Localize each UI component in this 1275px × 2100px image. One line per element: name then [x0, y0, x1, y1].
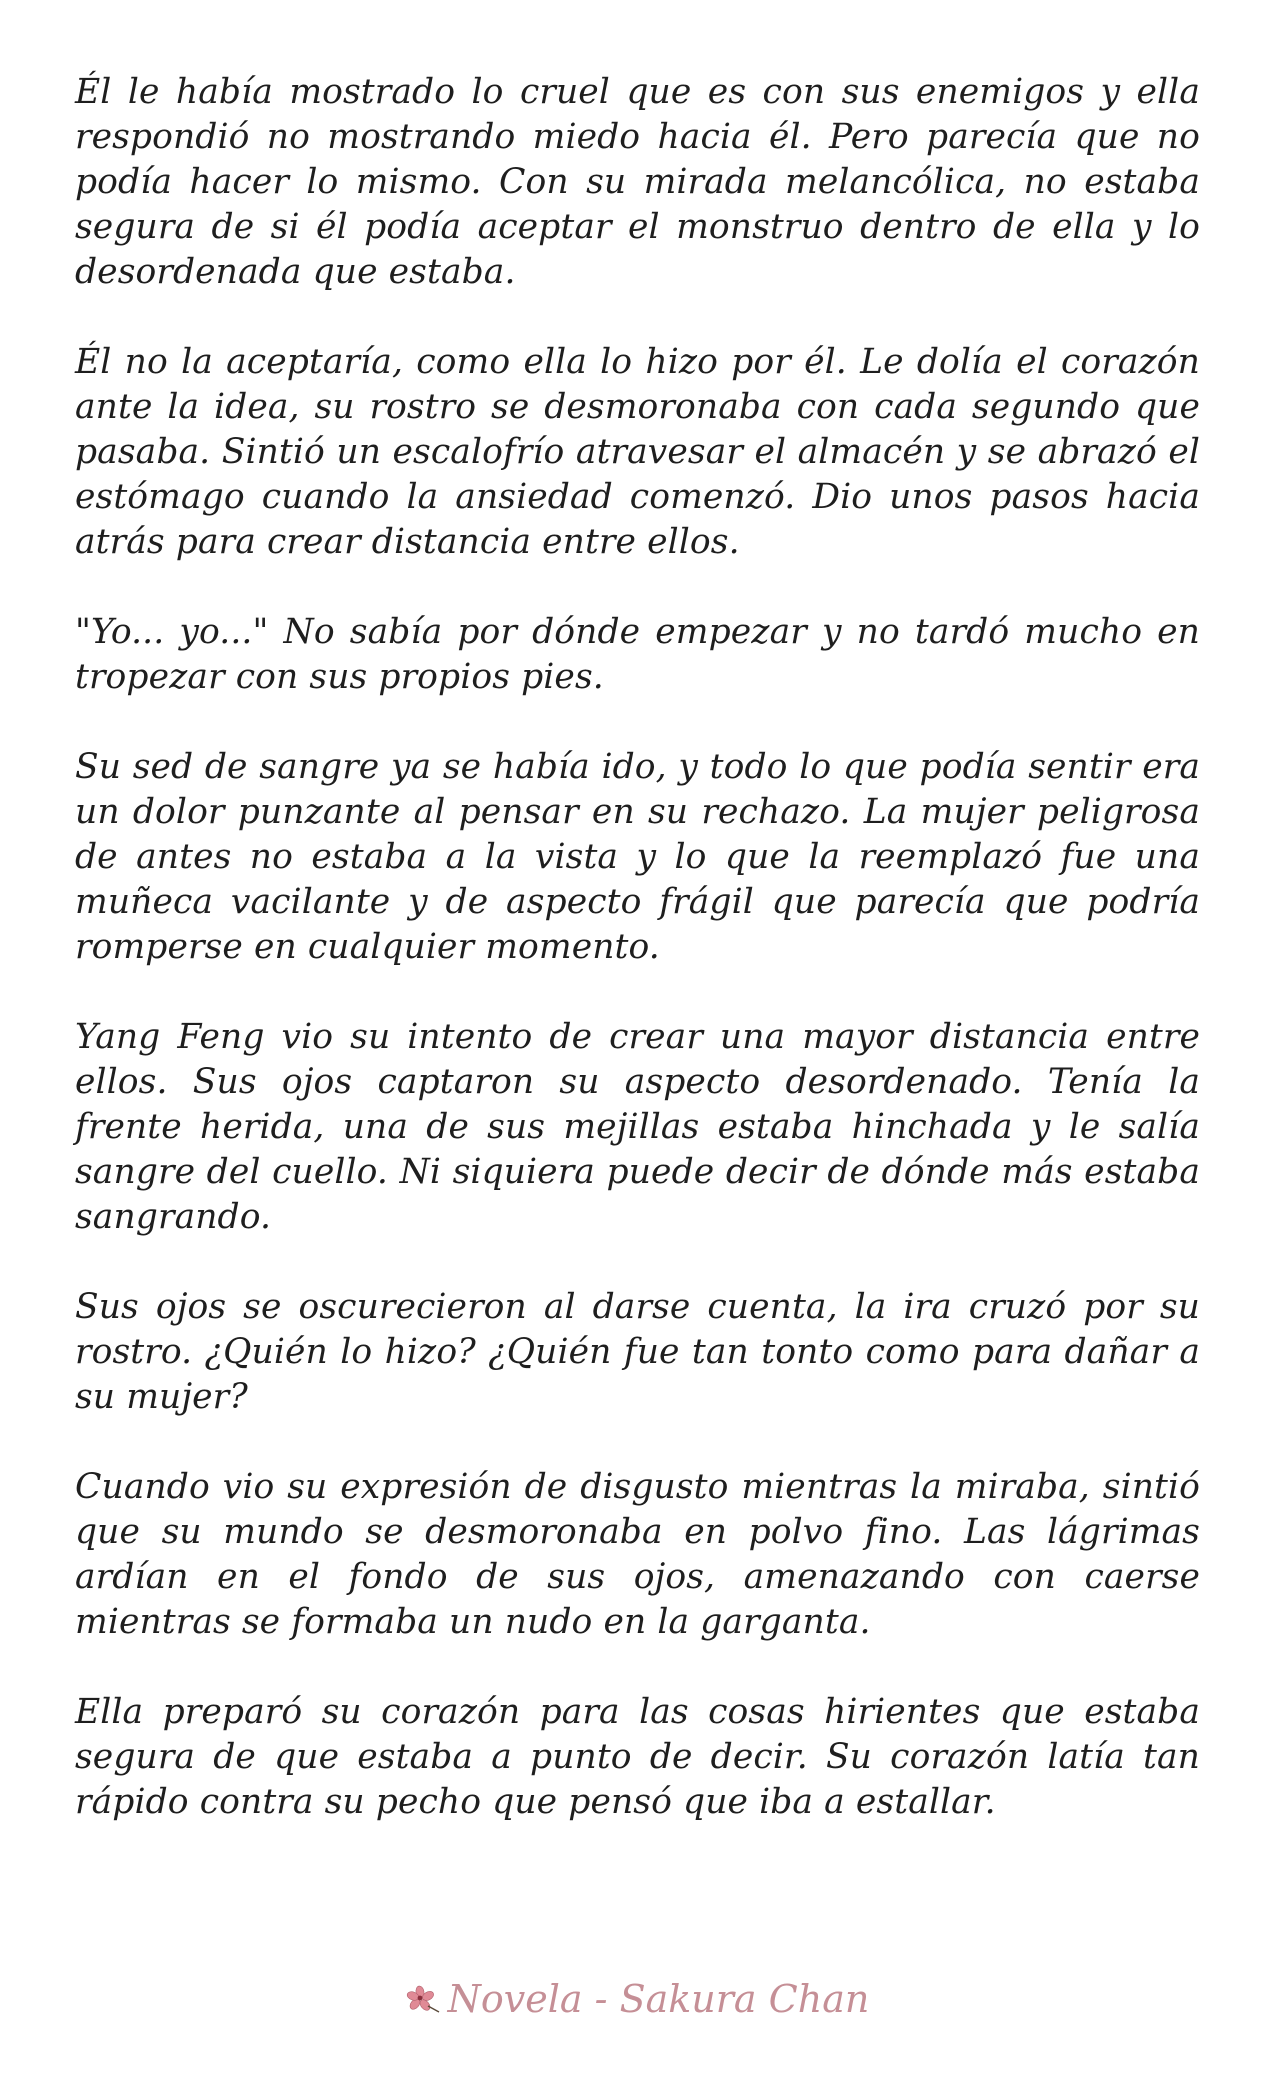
watermark-text: Novela - Sakura Chan: [447, 1977, 870, 2021]
paragraph: Cuando vio su expresión de disgusto mientras la miraba, sintió que su mundo se desmoronaba en polvo fino. Las lágrimas ardían en el fondo de sus ojos, amenazando con caerse mientras se formaba un nudo en la garganta.: [75, 1467, 1200, 1642]
paragraph: Sus ojos se oscurecieron al darse cuenta, la ira cruzó por su rostro. ¿Quién lo hizo? ¿Quién fue tan tonto como para dañar a su mujer?: [75, 1287, 1200, 1417]
paragraph: "Yo... yo..." No sabía por dónde empezar y no tardó mucho en tropezar con sus propios pies.: [75, 612, 1200, 697]
paragraph: Él no la aceptaría, como ella lo hizo por él. Le dolía el corazón ante la idea, su rostro se desmoronaba con cada segundo que pasaba. Sintió un escalofrío atravesar el almacén y se abrazó el estómago cuando la ansiedad comenzó. Dio unos pasos hacia atrás para crear distancia entre ellos.: [75, 342, 1200, 562]
paragraph: Yang Feng vio su intento de crear una mayor distancia entre ellos. Sus ojos captaron su aspecto desordenado. Tenía la frente herida, una de sus mejillas estaba hinchada y le salía sangre del cuello. Ni siquiera puede decir de dónde más estaba sangrando.: [75, 1017, 1200, 1237]
story-text: [75, 70, 1200, 1870]
paragraph: Su sed de sangre ya se había ido, y todo lo que podía sentir era un dolor punzante al pensar en su rechazo. La mujer peligrosa de antes no estaba a la vista y lo que la reemplazó fue una muñeca vacilante y de aspecto frágil que parecía que podría romperse en cualquier momento.: [75, 747, 1200, 967]
watermark: [0, 1977, 1275, 2021]
sakura-flower-icon: [406, 1979, 442, 2009]
paragraph: Ella preparó su corazón para las cosas hirientes que estaba segura de que estaba a punto de decir. Su corazón latía tan rápido contra su pecho que pensó que iba a estallar.: [75, 1692, 1200, 1822]
paragraph: Él le había mostrado lo cruel que es con sus enemigos y ella respondió no mostrando miedo hacia él. Pero parecía que no podía hacer lo mismo. Con su mirada melancólica, no estaba segura de si él podía aceptar el monstruo dentro de ella y lo desordenada que estaba.: [75, 72, 1200, 292]
